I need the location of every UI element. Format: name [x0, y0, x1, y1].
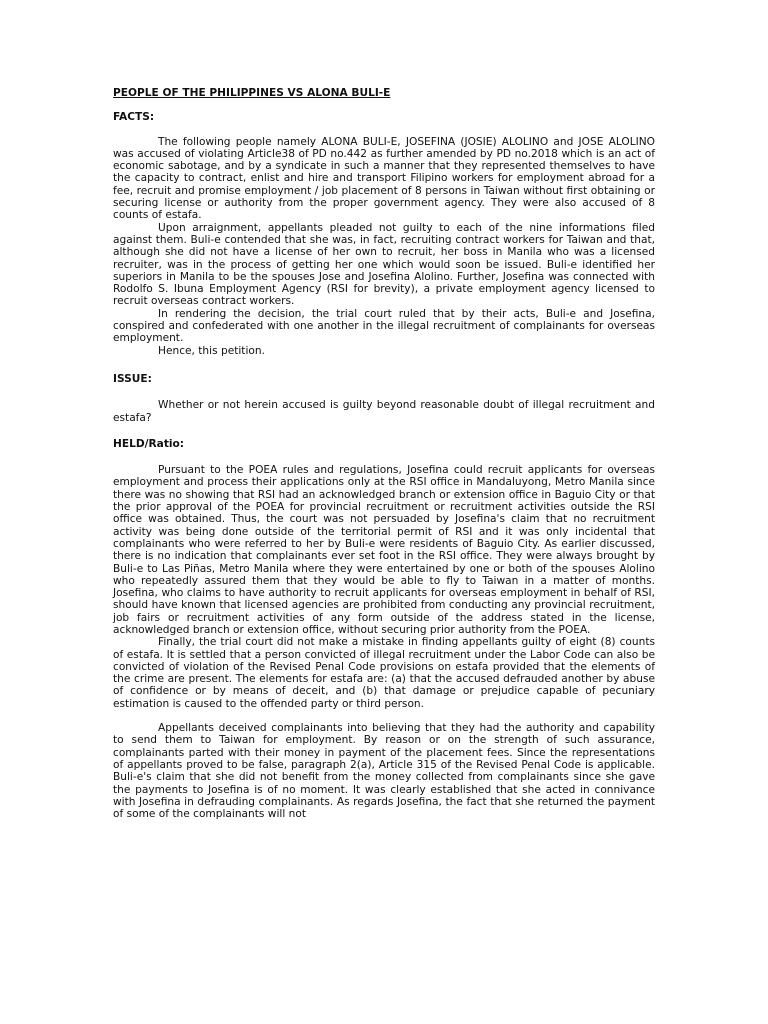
case-title: PEOPLE OF THE PHILIPPINES VS ALONA BULI-E	[113, 87, 391, 99]
held-heading: HELD/Ratio:	[113, 437, 185, 450]
facts-paragraph: The following people namely ALONA BULI-E, JOSEFINA (JOSIE) ALOLINO and JOSE ALOLINO was accused of violating Article38 of PD no.442 as further amended by PD no.2018 which is an act of economic sabotage, and by a syndicate in such a manner that they represented themselves to have the capacity to contract, enlist and hire and transport Filipino workers for employment abroad for a fee, recruit and promise employment / job placement of 8 persons in Taiwan without first obtaining or securing license or authority from the proper government agency. They were also accused of 8 counts of estafa.	[113, 135, 655, 222]
issue-heading: ISSUE:	[113, 372, 152, 385]
issue-paragraph: Whether or not herein accused is guilty beyond reasonable doubt of illegal recruitment and estafa?	[113, 399, 655, 424]
facts-paragraph: Hence, this petition.	[158, 344, 265, 357]
facts-paragraph: In rendering the decision, the trial court ruled that by their acts, Buli-e and Josefina, conspired and confederated with one another in the illegal recruitment of complainants for overseas employment.	[113, 307, 655, 345]
facts-paragraph: Upon arraignment, appellants pleaded not guilty to each of the nine informations filed against them. Buli-e contended that she was, in fact, recruiting contract workers for Taiwan and that, although she did not have a license of her own to recruit, her boss in Manila who was a licensed recruiter, was in the process of getting her one which would soon be issued. Buli-e identified her superiors in Manila to be the spouses Jose and Josefina Alolino. Further, Josefina was connected with Rodolfo S. Ibuna Employment Agency (RSI for brevity), a private employment agency licensed to recruit overseas contract workers.	[113, 221, 655, 308]
document-page	[113, 87, 655, 820]
facts-heading: FACTS:	[113, 111, 155, 124]
held-paragraph: Finally, the trial court did not make a mistake in finding appellants guilty of eight (8) counts of estafa. It is settled that a person convicted of illegal recruitment under the Labor Code can also be convicted of violation of the Revised Penal Code provisions on estafa provided that the elements of the crime are present. The elements for estafa are: (a) that the accused defrauded another by abuse of confidence or by means of deceit, and (b) that damage or prejudice capable of pecuniary estimation is caused to the offended party or third person.	[113, 636, 655, 710]
held-paragraph: Pursuant to the POEA rules and regulations, Josefina could recruit applicants for overseas employment and process their applications only at the RSI office in Mandaluyong, Metro Manila since there was no showing that RSI had an acknowledged branch or extension office in Baguio City or that the prior approval of the POEA for provincial recruitment or recruitment activities outside the RSI office was obtained. Thus, the court was not persuaded by Josefina's claim that no recruitment activity was being done outside of the territorial permit of RSI and it was only incidental that complainants who were referred to her by Buli-e were residents of Baguio City. As earlier discussed, there is no indication that complainants ever set foot in the RSI office. They were always brought by Buli-e to Las Piñas, Metro Manila where they were entertained by one or both of the spouses Alolino who repeatedly assured them that they would be able to fly to Taiwan in a matter of months. Josefina, who claims to have authority to recruit applicants for overseas employment in behalf of RSI, should have known that licensed agencies are prohibited from conducting any provincial recruitment, job fairs or recruitment activities of any form outside of the address stated in the license, acknowledged branch or extension office, without securing prior authority from the POEA.	[113, 464, 655, 636]
held-paragraph: Appellants deceived complainants into believing that they had the authority and capability to send them to Taiwan for employment. By reason or on the strength of such assurance, complainants parted with their money in payment of the placement fees. Since the representations of appellants proved to be false, paragraph 2(a), Article 315 of the Revised Penal Code is applicable. Buli-e's claim that she did not benefit from the money collected from complainants since she gave the payments to Josefina is of no moment. It was clearly established that she acted in connivance with Josefina in defrauding complainants. As regards Josefina, the fact that she returned the payment of some of the complainants will not	[113, 722, 655, 821]
